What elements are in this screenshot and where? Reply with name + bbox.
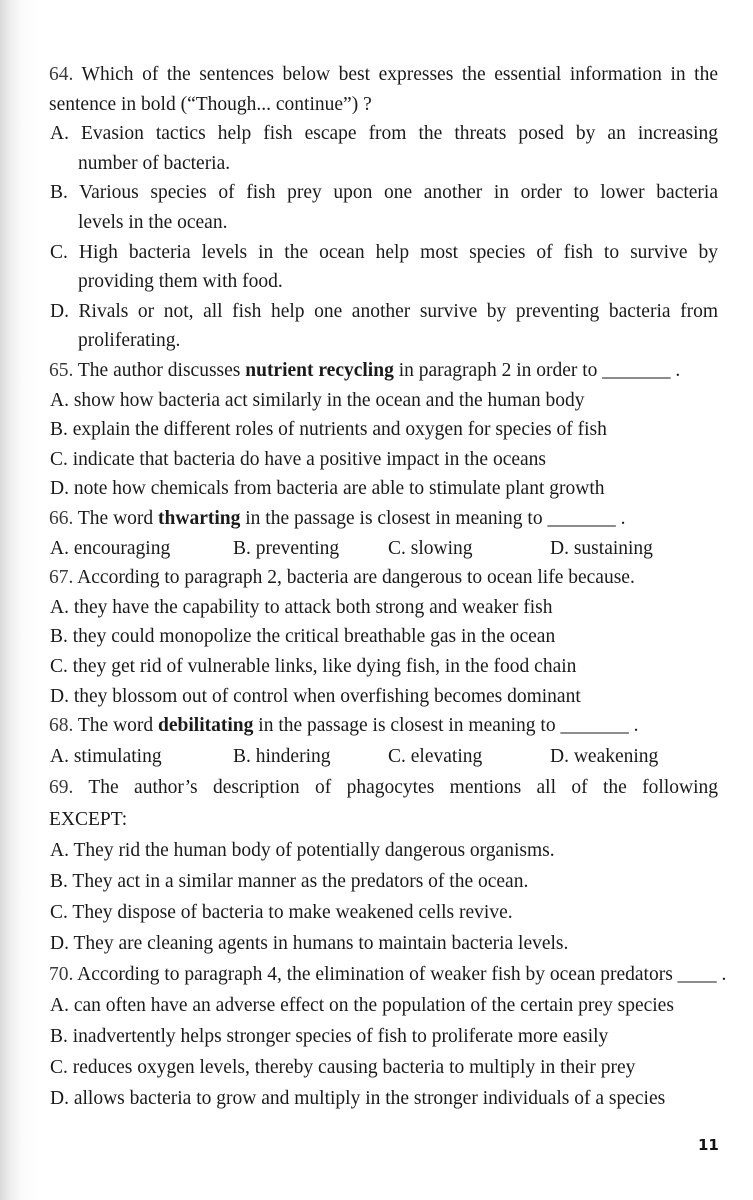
option-d [50, 1087, 665, 1111]
option-text: providing them with food. [78, 271, 283, 293]
option-text: elevating [410, 746, 483, 768]
option-a [50, 537, 170, 561]
option-c [50, 655, 576, 679]
option-letter: D. [50, 1088, 69, 1110]
option-letter: B. [50, 1026, 68, 1048]
option-letter: B. [50, 182, 68, 204]
page-number: 11 [698, 1136, 719, 1154]
option-letter: A. [50, 537, 69, 559]
option-c [78, 270, 283, 294]
option-text: slowing [410, 537, 473, 559]
option-letter: D. [550, 746, 569, 768]
question-64-line [49, 93, 372, 117]
option-text: indicate that bacteria do have a positive impact in the oceans [72, 448, 546, 470]
option-d [50, 685, 581, 709]
option-letter: C. [50, 448, 68, 470]
question-text: in the passage is closest in meaning to _______ . [240, 508, 626, 529]
question-text: EXCEPT: [49, 808, 128, 830]
option-b [50, 870, 528, 894]
question-text: sentence in bold (“Though... continue”) ? [49, 93, 372, 115]
option-letter: C. [50, 241, 68, 263]
option-letter: B. [233, 537, 251, 559]
option-a [50, 839, 555, 863]
bold-term: nutrient recycling [245, 360, 394, 381]
option-letter: D. [50, 478, 69, 500]
option-letter: B. [233, 746, 251, 768]
option-text: they have the capability to attack both strong and weaker fish [73, 596, 553, 618]
option-letter: A. [50, 389, 69, 411]
option-text: hindering [255, 746, 331, 768]
option-text: encouraging [73, 537, 171, 559]
option-a [50, 122, 718, 146]
option-text: inadvertently helps stronger species of fish to proliferate more easily [72, 1026, 609, 1048]
option-text: weakening [573, 746, 659, 768]
option-text: levels in the ocean. [78, 212, 228, 233]
question-64-line [49, 63, 718, 87]
option-text: can often have an adverse effect on the population of the certain prey species [73, 995, 674, 1017]
option-b [78, 211, 227, 235]
question-text: in paragraph 2 in order to _______ . [393, 360, 681, 381]
option-c [388, 537, 473, 561]
option-d [550, 537, 653, 561]
question-number: 69. [49, 777, 74, 799]
option-text: proliferating. [78, 330, 181, 352]
question-text: According to paragraph 4, the elimination of weaker fish by ocean predators ____ . [73, 964, 727, 985]
option-letter: A. [50, 995, 69, 1017]
option-letter: C. [388, 746, 406, 768]
option-letter: C. [388, 537, 406, 559]
option-letter: C. [50, 1057, 68, 1079]
option-c [50, 1056, 635, 1080]
question-text: The word [73, 508, 159, 529]
option-text: They act in a similar manner as the predators of the ocean. [72, 870, 529, 892]
bold-term: thwarting [158, 508, 241, 529]
option-b [50, 181, 718, 205]
question-text: The author’s description of phagocytes mentions all of the following [73, 777, 718, 799]
option-text: they could monopolize the critical breathable gas in the ocean [72, 626, 556, 648]
option-a [50, 389, 584, 413]
option-letter: A. [50, 746, 69, 768]
question-70-line [49, 963, 726, 987]
question-number: 67. [49, 567, 74, 589]
question-67-line [49, 566, 635, 590]
option-b [50, 418, 607, 442]
option-c [50, 241, 718, 265]
option-text: allows bacteria to grow and multiply in the stronger individuals of a species [73, 1088, 666, 1110]
question-text: Which of the sentences below best expresses the essential information in the [73, 64, 718, 85]
question-text: According to paragraph 2, bacteria are dangerous to ocean life because. [73, 567, 635, 589]
option-text: They rid the human body of potentially dangerous organisms. [73, 839, 555, 861]
option-d [50, 932, 568, 956]
option-letter: D. [50, 685, 69, 707]
question-text: in the passage is closest in meaning to _______ . [253, 715, 639, 737]
question-68-line [49, 714, 638, 738]
option-letter: B. [50, 626, 68, 648]
question-text: The word [73, 715, 159, 737]
option-c [50, 901, 513, 925]
question-text: The author discusses [73, 360, 246, 381]
option-text: they blossom out of control when overfishing becomes dominant [73, 685, 581, 707]
option-text: Various species of fish prey upon one another in order to lower bacteria [79, 182, 718, 204]
bold-term: debilitating [158, 715, 254, 737]
question-number: 70. [49, 964, 74, 985]
option-d [550, 745, 658, 769]
option-letter: A. [50, 596, 69, 618]
option-text: number of bacteria. [78, 152, 231, 174]
option-text: Rivals or not, all fish help one another survive by preventing bacteria from [78, 300, 718, 322]
option-b [233, 537, 339, 561]
option-text: High bacteria levels in the ocean help most species of fish to survive by [78, 241, 718, 263]
option-d [50, 300, 718, 324]
option-text: They dispose of bacteria to make weakened cells revive. [72, 901, 513, 923]
option-text: explain the different roles of nutrients and oxygen for species of fish [72, 419, 607, 441]
option-letter: C. [50, 656, 68, 677]
question-69-line [49, 776, 718, 800]
option-text: preventing [255, 537, 340, 559]
option-letter: B. [50, 419, 68, 441]
option-letter: D. [50, 932, 69, 954]
question-number: 66. [49, 508, 74, 529]
option-text: reduces oxygen levels, thereby causing bacteria to multiply in their prey [72, 1057, 636, 1079]
option-letter: B. [50, 870, 68, 892]
option-text: stimulating [73, 746, 162, 768]
option-letter: A. [50, 123, 69, 145]
option-a [50, 994, 674, 1018]
option-d [78, 329, 180, 353]
option-a [50, 745, 162, 769]
option-b [50, 1025, 608, 1049]
option-b [233, 745, 331, 769]
question-number: 68. [49, 715, 74, 737]
option-c [388, 745, 482, 769]
option-a [78, 152, 230, 176]
question-66-line [49, 507, 625, 531]
option-text: sustaining [573, 537, 653, 559]
option-letter: D. [550, 537, 569, 559]
option-text: they get rid of vulnerable links, like dying fish, in the food chain [72, 656, 577, 677]
option-letter: C. [50, 901, 68, 923]
question-number: 64. [49, 64, 74, 85]
question-number: 65. [49, 360, 74, 381]
option-b [50, 625, 555, 649]
option-letter: A. [50, 839, 69, 861]
option-text: show how bacteria act similarly in the ocean and the human body [73, 389, 585, 411]
option-d [50, 477, 605, 501]
option-text: Evasion tactics help fish escape from the threats posed by an increasing [81, 123, 718, 145]
option-c [50, 448, 546, 472]
option-text: They are cleaning agents in humans to maintain bacteria levels. [73, 932, 569, 954]
question-65-line [49, 359, 680, 383]
option-a [50, 596, 553, 620]
option-text: note how chemicals from bacteria are able to stimulate plant growth [73, 478, 605, 500]
option-letter: D. [50, 300, 69, 322]
question-69-line [49, 808, 127, 832]
